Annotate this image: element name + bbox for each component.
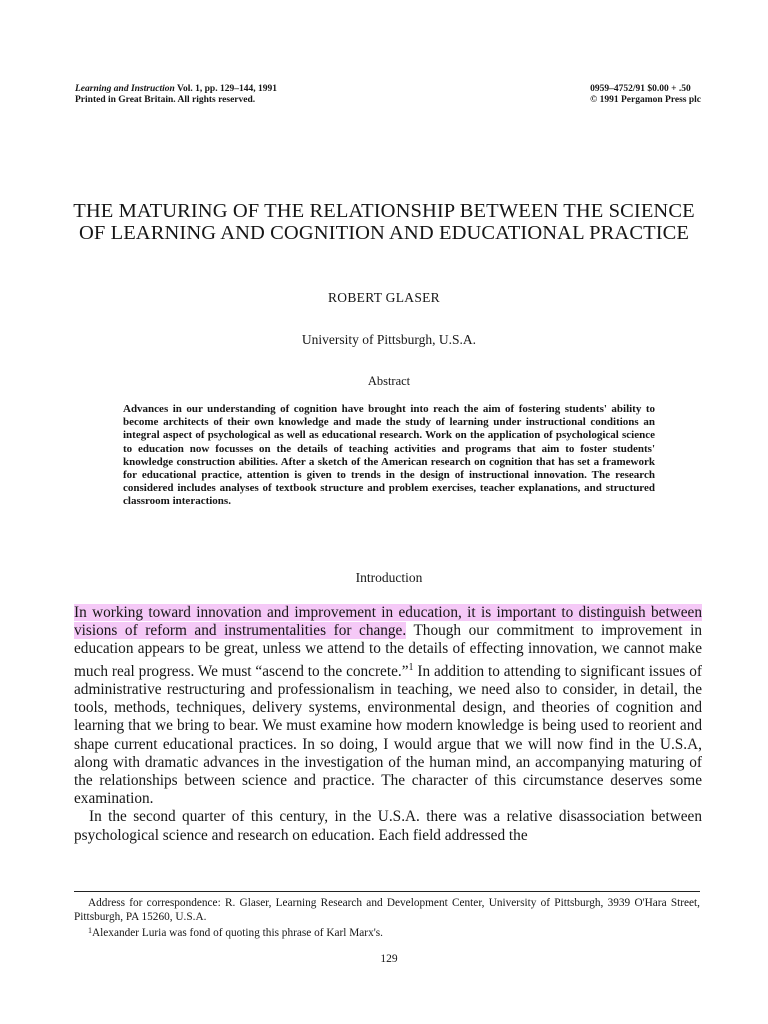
introduction-body <box>74 604 702 845</box>
header-copyright <box>590 84 701 106</box>
paragraph-1-text-a: Though our commitment to improvement in education appears to be great, unless we attend to the details of effecting innovation, we cannot make much real progress. We must “ascend to the concrete.” <box>74 622 702 680</box>
highlighted-sentence: In working toward innovation and improvement in education, it is important to distinguish between visions of reform and instrumentalities for change. <box>74 604 702 640</box>
author-name: ROBERT GLASER <box>328 290 440 305</box>
printed-notice: Printed in Great Britain. All rights reserved. <box>75 95 256 105</box>
article-title: THE MATURING OF THE RELATIONSHIP BETWEEN THE SCIENCE OF LEARNING AND COGNITION AND EDUCATIONAL PRACTICE <box>73 200 695 244</box>
abstract-heading: Abstract <box>367 374 411 388</box>
issn-price: 0959–4752/91 $0.00 + .50 <box>590 84 691 94</box>
journal-name: Learning and Instruction <box>75 84 175 94</box>
author-affiliation: University of Pittsburgh, U.S.A. <box>301 332 477 347</box>
citation-line <box>75 84 277 95</box>
volume-pages-year: Vol. 1, pp. 129–144, 1991 <box>174 84 277 94</box>
footnote-ref-1: 1 <box>408 661 414 673</box>
introduction-paragraph-2: In the second quarter of this century, in the U.S.A. there was a relative disassociation between psychological science and research on education. Each field addressed the <box>74 808 702 844</box>
introduction-paragraph-1 <box>74 604 702 808</box>
paragraph-1-text-b: In addition to attending to significant issues of administrative restructuring and professionalism in teaching, we need also to consider, in detail, the tools, methods, techniques, delivery systems, environmental design, and theories of cognition and learning that we bring to bear. We must examine how modern knowledge is being used to reorient and shape current educational practices. In so doing, I would argue that we will now find in the U.S.A, along with dramatic advances in the investigation of the human mind, an accompanying maturing of the relationships between science and practice. The character of this circumstance deserves some examination. <box>74 662 702 808</box>
page-number: 129 <box>380 953 398 965</box>
footnotes <box>74 897 700 941</box>
copyright-notice: © 1991 Pergamon Press plc <box>590 95 701 105</box>
abstract-text: Advances in our understanding of cognition have brought into reach the aim of fostering students' ability to become architects of their own knowledge and made the study of learning under instructional conditions an integral aspect of psychological as well as educational research. Work on the application of psychological science to education now focusses on the details of teaching activities and programs that aim to foster students' knowledge construction abilities. After a sketch of the American research on cognition that has set a framework for educational practice, attention is given to trends in the design of instructional innovation. The research considered includes analyses of textbook structure and problem exercises, teacher explanations, and structured classroom interactions. <box>123 403 655 508</box>
footnote-1-text: Alexander Luria was fond of quoting this phrase of Karl Marx's. <box>92 927 383 939</box>
header-citation <box>75 84 277 106</box>
footnote-1-marker: 1 <box>88 926 92 935</box>
footnote-1 <box>74 924 700 941</box>
footnote-divider <box>74 891 700 892</box>
correspondence-note: Address for correspondence: R. Glaser, Learning Research and Development Center, University of Pittsburgh, 3939 O'Hara Street, Pittsburgh, PA 15260, U.S.A. <box>74 897 700 923</box>
introduction-heading: Introduction <box>355 570 423 585</box>
